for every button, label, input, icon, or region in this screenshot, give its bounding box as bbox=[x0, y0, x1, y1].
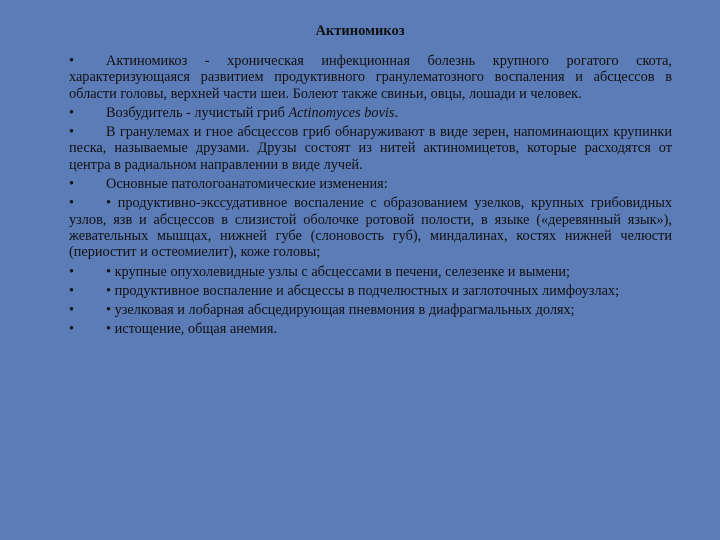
bullet-icon: • bbox=[69, 282, 75, 299]
list-item bbox=[69, 321, 672, 337]
item-text: • продуктивное воспаление и абсцессы в подчелюстных и заглоточных лимфоузлах; bbox=[106, 282, 620, 299]
list-item bbox=[69, 283, 672, 299]
bullet-icon: • bbox=[69, 321, 75, 338]
bullet-icon: • bbox=[69, 124, 75, 141]
bullet-icon: • bbox=[69, 176, 75, 193]
list-item bbox=[69, 195, 672, 260]
item-text: Актиномикоз - хроническая инфекционная болезнь крупного рогатого скота, характеризующаяся развитием продуктивного гранулематозного воспаления и абсцессов в области головы, верхней части шеи. Болеют также свиньи, овцы, лошади и человек. bbox=[69, 53, 672, 102]
item-text: • истощение, общая анемия. bbox=[106, 321, 278, 338]
item-text: • крупные опухолевидные узлы с абсцессами в печени, селезенке и вымени; bbox=[106, 263, 571, 280]
list-item bbox=[69, 264, 672, 280]
item-text: • узелковая и лобарная абсцедирующая пневмония в диафрагмальных долях; bbox=[106, 302, 575, 319]
list-item bbox=[69, 176, 672, 192]
bullet-icon: • bbox=[69, 302, 75, 319]
bullet-icon: • bbox=[69, 263, 75, 280]
item-text-suffix: . bbox=[394, 104, 399, 121]
item-text: Возбудитель - лучистый гриб bbox=[106, 104, 289, 121]
list-item bbox=[69, 302, 672, 318]
list-item bbox=[69, 53, 672, 102]
list-item bbox=[69, 124, 672, 173]
bullet-icon: • bbox=[69, 104, 75, 121]
bullet-icon: • bbox=[69, 53, 75, 69]
bullet-icon: • bbox=[69, 195, 75, 212]
item-text: • продуктивно-экссудативное воспаление с образованием узелков, крупных грибовидных узлов, язв и абсцессов в слизистой оболочке ротовой полости, в языке («деревянный язык»), жевательных мышцах, нижней губе (слоновость губ), миндалинах, костях нижней челюсти (периостит и остеомиелит), коже головы; bbox=[69, 195, 672, 261]
list-item bbox=[69, 105, 672, 121]
slide-body bbox=[69, 53, 672, 341]
pathogen-name: Actinomyces bovis bbox=[288, 104, 395, 121]
slide-title: Актиномикоз bbox=[315, 23, 405, 39]
item-text: В гранулемах и гное абсцессов гриб обнаруживают в виде зерен, напоминающих крупинки песка, называемые друзами. Друзы состоят из нитей актиномицетов, которые расходятся от центра в радиальном направлении в виде лучей. bbox=[69, 124, 672, 173]
item-text: Основные патологоанатомические изменения: bbox=[106, 176, 388, 193]
